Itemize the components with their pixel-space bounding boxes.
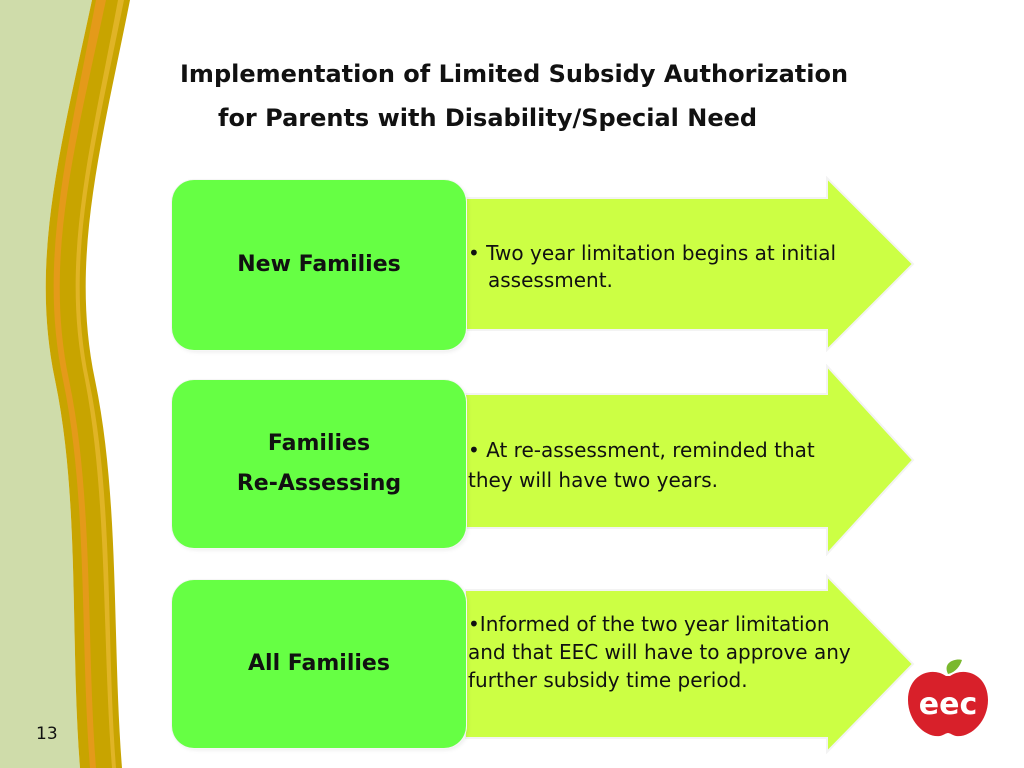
decorative-side-stripes bbox=[0, 0, 140, 768]
category-label: All Families bbox=[248, 651, 390, 676]
category-box-all-families bbox=[172, 580, 466, 748]
slide-title-line-2: for Parents with Disability/Special Need bbox=[218, 104, 758, 132]
category-label-line-1: Families bbox=[267, 431, 371, 456]
category-label: New Families bbox=[237, 252, 401, 277]
bullet-text-1: • Two year limitation begins at initial assessment. bbox=[468, 241, 837, 292]
page-number: 13 bbox=[36, 724, 58, 744]
logo-text: eec bbox=[918, 687, 978, 722]
bullet-text-2: • At re-assessment, reminded that they will have two years. bbox=[468, 438, 815, 492]
category-box-families-re-assessing bbox=[172, 380, 466, 548]
category-box-new-families bbox=[172, 180, 466, 350]
bullet-text-3: •Informed of the two year limitation and that EEC will have to approve any further subsidy time period. bbox=[468, 612, 851, 692]
category-label-line-2: Re-Assessing bbox=[236, 471, 402, 496]
eec-apple-logo bbox=[902, 656, 994, 740]
slide-title-line-1: Implementation of Limited Subsidy Authorization bbox=[180, 60, 849, 88]
